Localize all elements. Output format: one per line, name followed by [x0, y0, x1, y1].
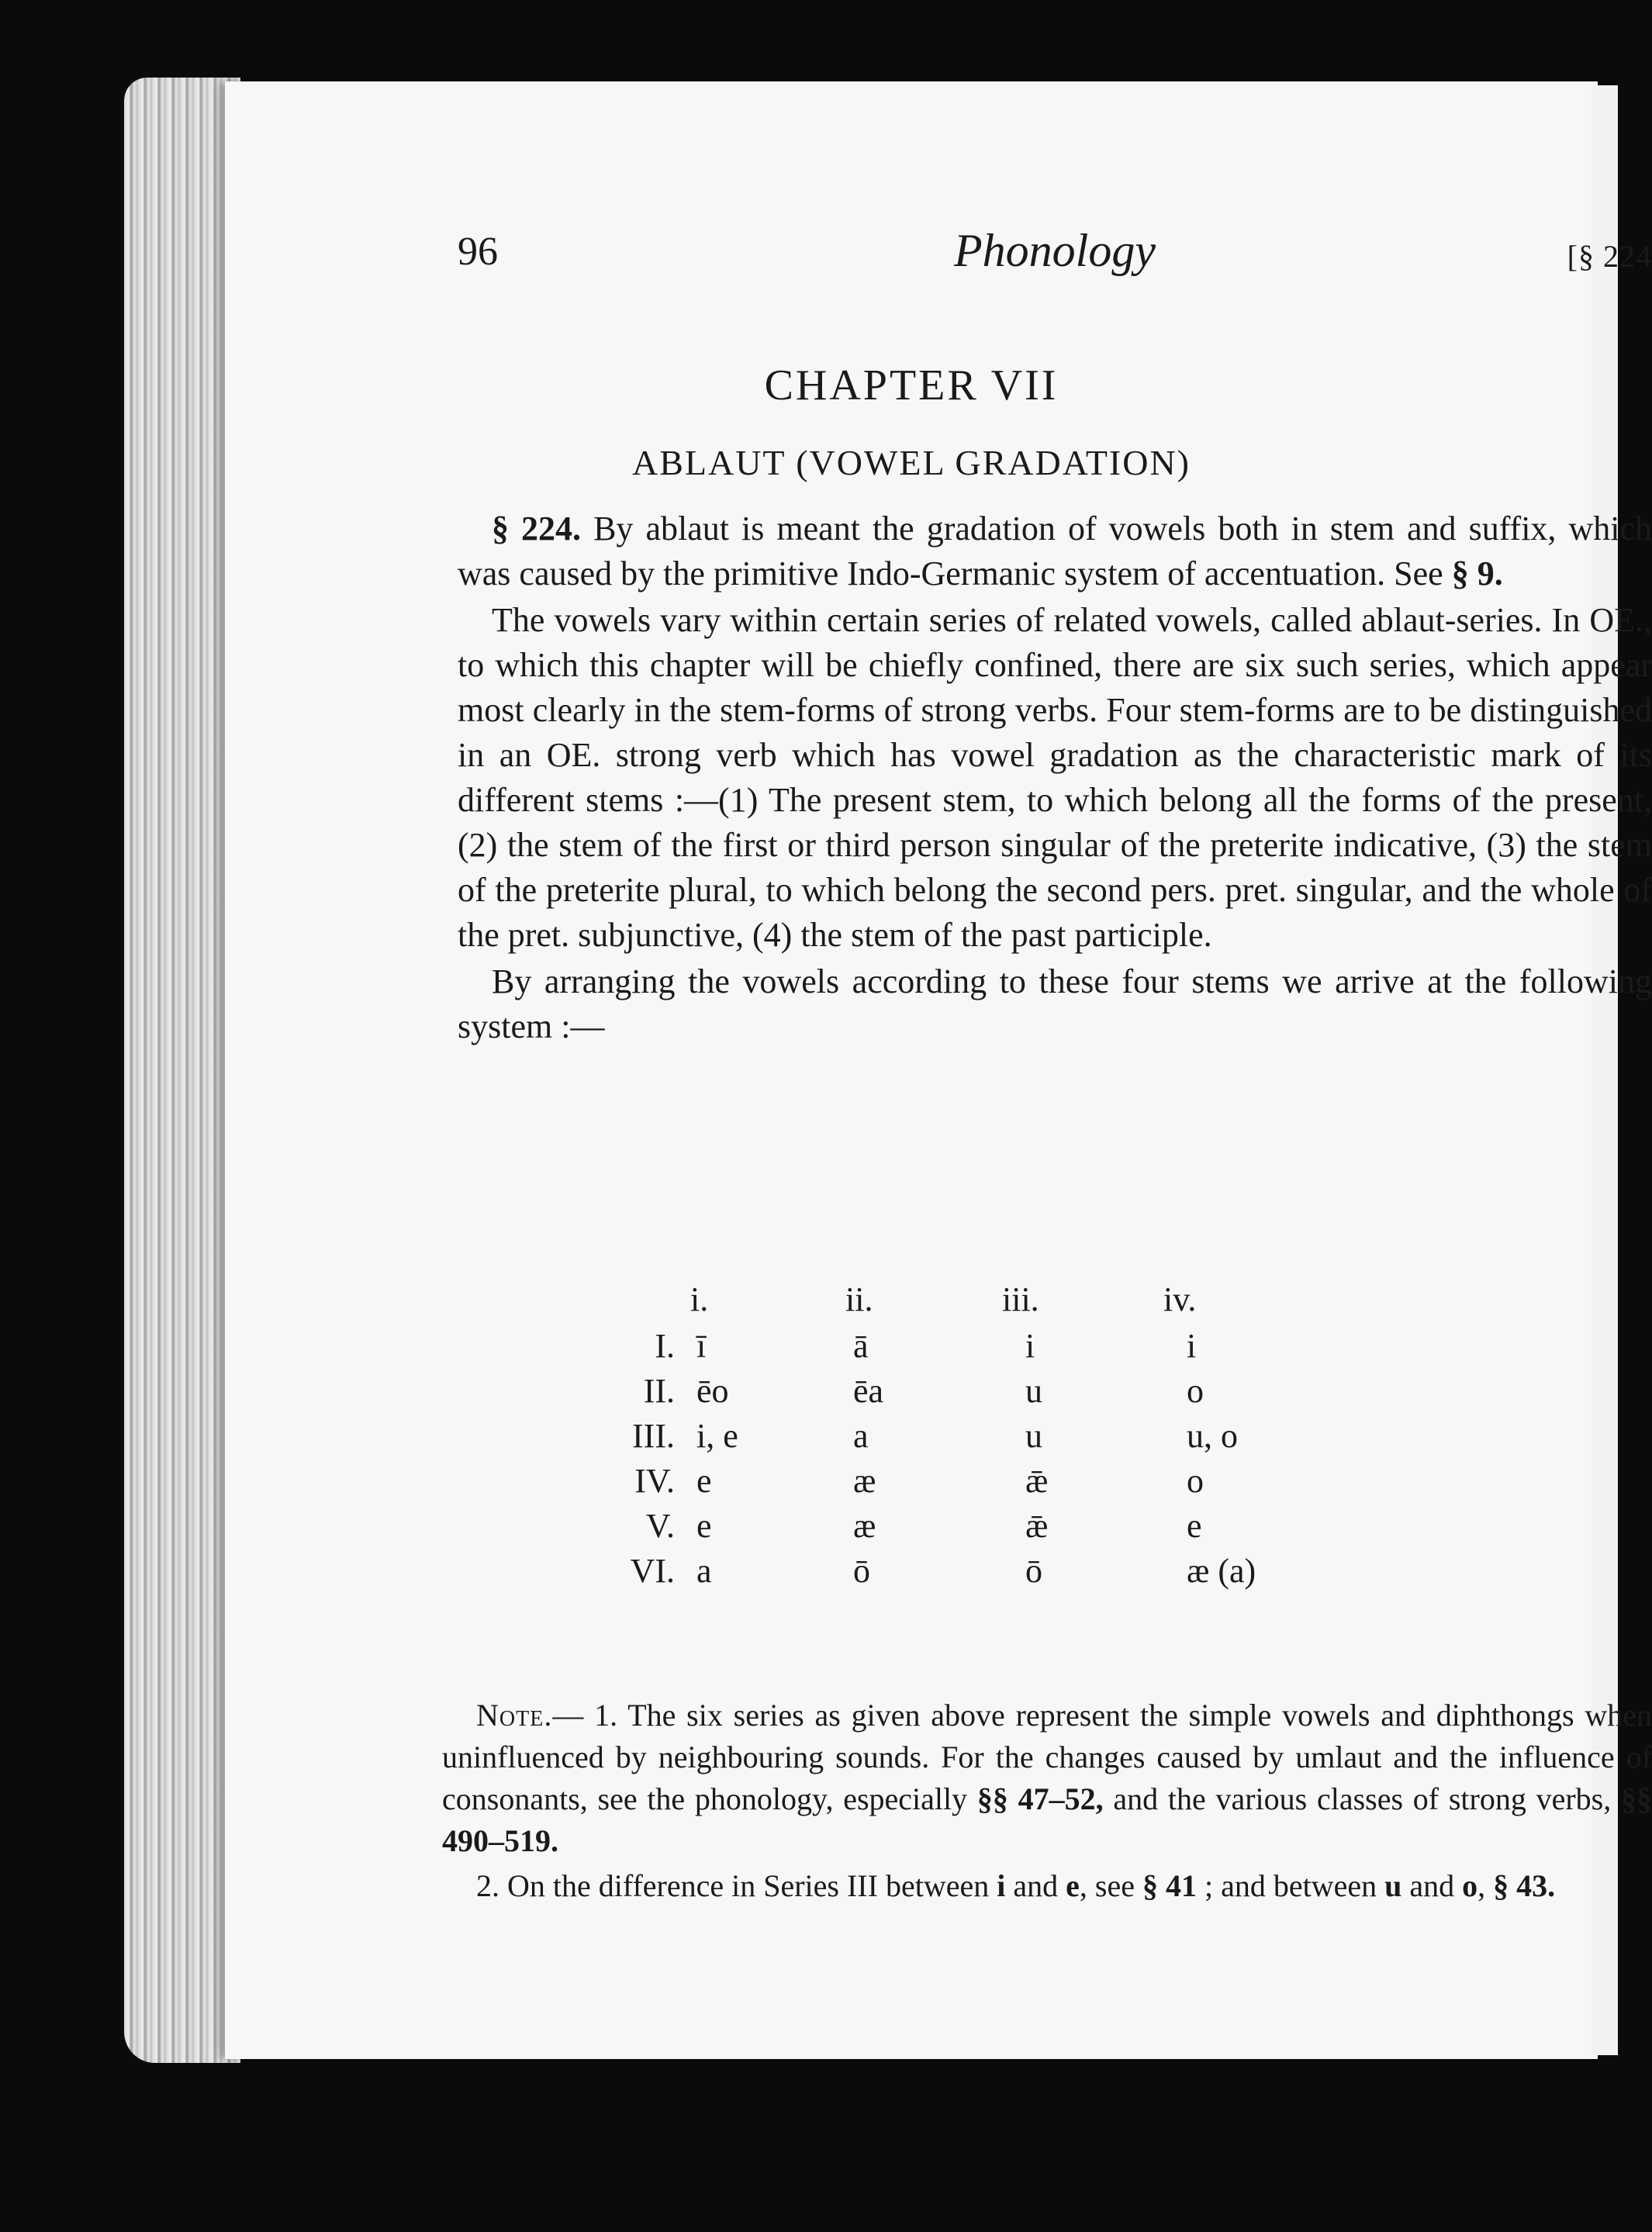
table-cell: æ [853, 1462, 876, 1500]
series-label: III. [632, 1417, 675, 1455]
note-number: — 1. [552, 1698, 618, 1733]
chapter-title: CHAPTER VII [764, 361, 1059, 409]
note-text: ; and between [1196, 1868, 1385, 1903]
section-reference: §§ 490–519. [442, 1781, 1652, 1858]
note-text: The six series as given above represent the simple vowels and diphthongs when uninfluenced by neighbouring sounds. For the changes caused by umlaut and the influence of consonants, see the phonology, especially [442, 1698, 1652, 1816]
table-cell: i [1025, 1327, 1035, 1365]
note-label: Note. [476, 1698, 553, 1733]
table-cell: ī [696, 1327, 707, 1365]
table-cell: ēo [696, 1372, 729, 1410]
section-reference: § 41 [1142, 1868, 1197, 1903]
note-text: , [1477, 1868, 1494, 1903]
table-cell: u [1025, 1417, 1042, 1455]
table-cell: e [696, 1507, 712, 1545]
series-label: I. [655, 1327, 675, 1365]
vowel: o [1462, 1868, 1478, 1903]
table-cell: ǣ [1025, 1462, 1049, 1500]
page-content [225, 81, 1652, 2059]
table-cell: ǣ [1025, 1507, 1049, 1545]
body-text [458, 506, 1652, 1049]
note-text: , see [1079, 1868, 1142, 1903]
note-number: 2. [476, 1868, 499, 1903]
table-cell: e [1187, 1507, 1202, 1545]
paragraph-text: By ablaut is meant the gradation of vowels both in stem and suffix, which was caused by the primitive Indo-Germanic system of accentuation. See [458, 510, 1652, 593]
note-2 [442, 1865, 1652, 1907]
series-label: V. [645, 1507, 675, 1545]
series-label: IV. [634, 1462, 675, 1500]
note-text: and [1401, 1868, 1463, 1903]
table-cell: u, o [1187, 1417, 1238, 1455]
table-cell: ēa [853, 1372, 884, 1410]
vowel: e [1066, 1868, 1080, 1903]
column-header: i. [690, 1280, 709, 1318]
section-reference: § 43. [1493, 1868, 1556, 1903]
column-header: ii. [845, 1280, 873, 1318]
table-cell: a [696, 1552, 712, 1590]
running-section: [§ 224 [1567, 239, 1652, 274]
paragraph-ablaut-series: The vowels vary within certain series of related vowels, called ablaut-series. In OE., to which this chapter will be chiefly confined, there are six such series, which appear most clearly in the stem-forms of strong verbs. Four stem-forms are to be distinguished in an OE. strong verb which has vowel gradation as the characteristic mark of its different stems :—(1) The present stem, to which belong all the forms of the present, (2) the stem of the first or third person singular of the preterite indicative, (3) the stem of the preterite plural, to which belong the second pers. pret. singular, and the whole of the pret. subjunctive, (4) the stem of the past participle. [458, 601, 1652, 954]
note-text: and [1005, 1868, 1066, 1903]
running-head [458, 225, 1652, 291]
column-header: iii. [1002, 1280, 1039, 1318]
table-cell: i [1187, 1327, 1197, 1365]
vowel: i [997, 1868, 1006, 1903]
notes [442, 1695, 1652, 1907]
series-label: VI. [630, 1552, 675, 1590]
book-page-edges [124, 78, 240, 2063]
column-header: iv. [1163, 1280, 1197, 1318]
section-reference: § 9. [1451, 555, 1503, 593]
paragraph-224 [458, 506, 1652, 596]
table-cell: o [1187, 1462, 1204, 1500]
section-mark: § 224. [492, 510, 582, 548]
table-cell: e [696, 1462, 712, 1500]
paragraph-arrangement: By arranging the vowels according to these four stems we arrive at the following system :— [458, 962, 1652, 1045]
section-reference: §§ 47–52, [976, 1781, 1104, 1816]
table-cell: æ [853, 1507, 876, 1545]
table-cell: æ (a) [1187, 1552, 1256, 1590]
table-cell: ō [1025, 1552, 1042, 1590]
table-cell: ō [853, 1552, 870, 1590]
vowel: u [1384, 1868, 1402, 1903]
note-1 [442, 1695, 1652, 1862]
ablaut-table [225, 1280, 1598, 1683]
series-label: II. [643, 1372, 675, 1410]
table-cell: a [853, 1417, 869, 1455]
page-number: 96 [458, 230, 498, 274]
table-cell: ā [853, 1327, 869, 1365]
table-cell: u [1025, 1372, 1042, 1410]
table-cell: i, e [696, 1417, 738, 1455]
note-text: and the various classes of strong verbs, [1103, 1781, 1621, 1816]
running-title: Phonology [954, 225, 1156, 276]
table-cell: o [1187, 1372, 1204, 1410]
note-text: On the difference in Series III between [499, 1868, 997, 1903]
chapter-subtitle: ABLAUT (VOWEL GRADATION) [631, 443, 1191, 482]
